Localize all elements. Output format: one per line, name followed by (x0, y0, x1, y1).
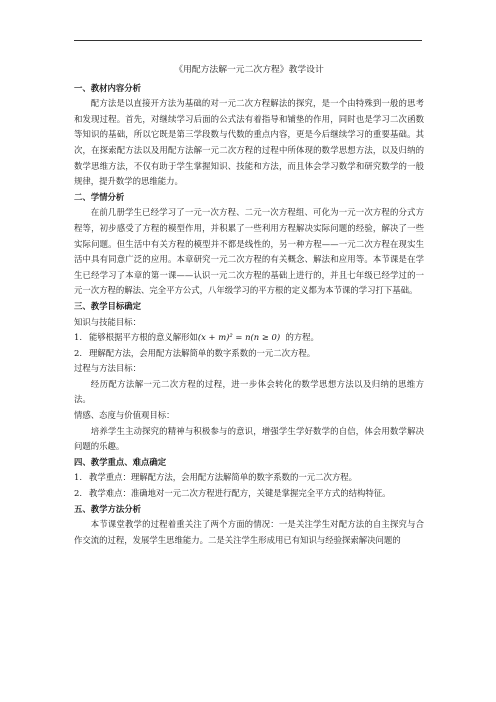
goal-list-item (74, 330, 424, 346)
section-paragraph-students: 在前几册学生已经学习了一元一次方程、二元一次方程组、可化为一元一次方程的分式方程等，初步感受了方程的模型作用，并积累了一些利用方程解决实际问题的经验，解决了一些实际问题。但生活中有关方程的模型并不都是线性的，另一种方程——一元二次方程在现实生活中具有同意广泛的应用。本章研究一元二次方程的有关概念、解法和应用等。本节课是在学生已经学习了本章的第一课——认识一元二次方程的基础上进行的，并且七年级已经学过的一元一次方程的解法、完全平方公式，八年级学习的平方根的定义都为本节课的学习打下基础。 (74, 207, 424, 296)
list-number: 1. (74, 332, 82, 343)
equation-formula: (x + m)² = n(n ≥ 0) (197, 332, 281, 343)
goal-list-item (74, 346, 424, 362)
goal-knowledge-label: 知识与技能目标： (74, 316, 141, 327)
list-number: 2. (74, 488, 82, 499)
section-heading-content: 一、教材内容分析 (74, 82, 141, 93)
list-text: 教学重点：理解配方法，会用配方法解简单的数字系数的一元二次方程。 (89, 472, 357, 483)
keypoint-list-item (74, 486, 424, 502)
goal-process-label: 过程与方法目标： (74, 363, 141, 374)
section-paragraph-content: 配方法是以直接开方法为基础的对一元二次方程解法的探究，是一个由特殊到一般的思考和发现过程。首先，对继续学习后面的公式法有着指导和铺垫的作用，同时也是学习二次函数等知识的基础，所以它既是第三学段数与代数的重点内容，更是今后继续学习的重要基础。其次，在探索配方法以及用配方法解一元二次方程的过程中所体现的数学思想方法，以及归纳的数学思维方法，不仅有助于学生掌握知识、技能和方法，而且体会学习数学和研究数学的一般规律，提升数学的思维能力。 (74, 98, 424, 187)
goal-emotion-paragraph: 培养学生主动探究的精神与积极参与的意识，增强学生学好数学的自信，体会用数学解决问题的乐趣。 (74, 425, 424, 452)
section-heading-goals: 三、教学目标确定 (74, 300, 141, 311)
document-title: 《用配方法解一元二次方程》教学设计 (174, 65, 324, 75)
section-heading-students: 二、学情分析 (74, 191, 125, 202)
list-number: 2. (74, 347, 82, 358)
list-text: 教学难点：准确地对一元二次方程进行配方，关键是掌握完全平方式的结构特征。 (89, 488, 391, 499)
goal-text-pre: 能够根据平方根的意义解形如 (89, 332, 198, 343)
section-heading-keypoints: 四、教学重点、难点确定 (74, 456, 167, 467)
document-body (74, 63, 424, 548)
goal-emotion-label: 情感、态度与价值观目标： (74, 410, 175, 421)
goal-process-paragraph: 经历配方法解一元二次方程的过程，进一步体会转化的数学思想方法以及归纳的思维方法。 (74, 378, 424, 405)
header-rule (74, 40, 422, 41)
keypoint-list-item (74, 470, 424, 486)
section-paragraph-methods: 本节课堂教学的过程着重关注了两个方面的情况：一是关注学生对配方法的自主探究与合作交流的过程，发展学生思维能力。二是关注学生形成用已有知识与经验探索解决问题的 (74, 519, 424, 545)
list-number: 1. (74, 472, 82, 483)
goal-text-post: 的方程。 (285, 332, 319, 343)
list-text (89, 330, 319, 346)
section-heading-methods: 五、教学方法分析 (74, 503, 141, 514)
list-text: 理解配方法，会用配方法解简单的数字系数的一元二次方程。 (89, 347, 316, 358)
